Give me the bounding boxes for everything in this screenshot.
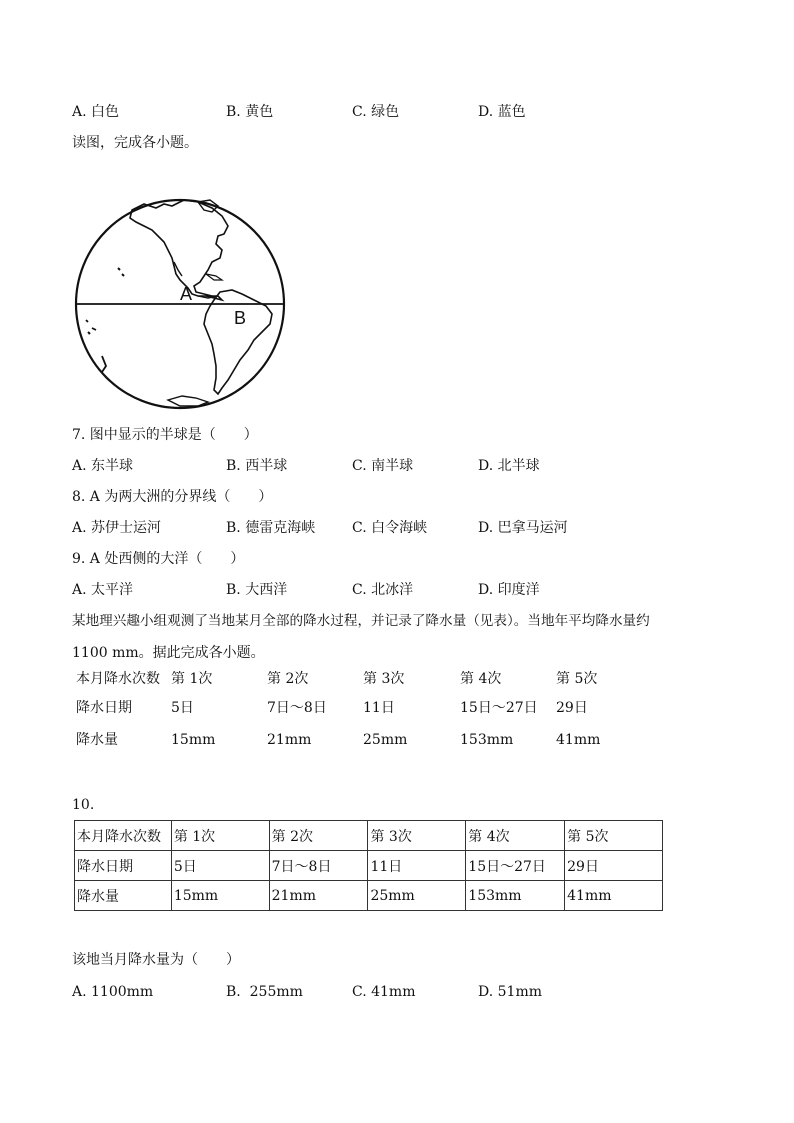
q8-option-c[interactable]: C. 白令海峡 (352, 520, 428, 536)
q8-option-b[interactable]: B. 德雷克海峡 (226, 520, 316, 536)
q9-option-c[interactable]: C. 北冰洋 (352, 582, 414, 598)
plain-table-cell: 降水日期 (76, 700, 132, 716)
instruction-read-map: 读图，完成各小题。 (72, 135, 198, 151)
question-10-stem: 该地当月降水量为（ ） (72, 952, 240, 968)
plain-table-cell: 29日 (556, 700, 588, 716)
table-cell: 7日～8日 (269, 851, 368, 881)
table-cell: 153mm (466, 881, 565, 911)
q10-option-d[interactable]: D. 51mm (478, 984, 542, 1000)
plain-table-cell: 第 4次 (460, 671, 502, 687)
rainfall-table (74, 820, 663, 911)
table-cell: 第 2次 (269, 821, 368, 851)
q8-option-d[interactable]: D. 巴拿马运河 (478, 520, 568, 536)
plain-table-cell: 降水量 (76, 732, 118, 748)
plain-table-cell: 第 2次 (267, 671, 309, 687)
table-row (75, 851, 663, 881)
small-island (88, 332, 90, 334)
table-row (75, 821, 663, 851)
question-10-number: 10. (72, 797, 95, 813)
table-cell: 第 5次 (565, 821, 663, 851)
table-cell: 5日 (171, 851, 269, 881)
question-8-stem: 8. A 为两大洲的分界线（ ） (72, 489, 273, 505)
table-cell: 降水日期 (75, 851, 172, 881)
q9-option-b[interactable]: B. 大西洋 (226, 582, 288, 598)
label-a: A (180, 284, 193, 304)
table-cell: 41mm (565, 881, 663, 911)
question-7-stem: 7. 图中显示的半球是（ ） (72, 427, 258, 443)
table-cell: 第 1次 (171, 821, 269, 851)
q6-option-d[interactable]: D. 蓝色 (478, 104, 526, 120)
plain-table-cell: 15日～27日 (460, 700, 538, 716)
q9-option-d[interactable]: D. 印度洋 (478, 582, 540, 598)
table-cell: 11日 (368, 851, 466, 881)
plain-table-cell: 5日 (171, 700, 194, 716)
table-cell: 降水量 (75, 881, 172, 911)
q8-option-a[interactable]: A. 苏伊士运河 (72, 520, 162, 536)
plain-table-cell: 第 3次 (363, 671, 405, 687)
q10-option-b[interactable]: B. 255mm (226, 984, 303, 1000)
western-hemisphere-map (72, 196, 288, 412)
question-9-stem: 9. A 处西侧的大洋（ ） (72, 551, 245, 567)
q7-option-c[interactable]: C. 南半球 (352, 458, 414, 474)
q6-option-a[interactable]: A. 白色 (72, 104, 120, 120)
q6-option-b[interactable]: B. 黄色 (226, 104, 274, 120)
table-cell: 29日 (565, 851, 663, 881)
table-cell: 第 3次 (368, 821, 466, 851)
q10-option-a[interactable]: A. 1100mm (72, 984, 154, 1000)
q9-option-a[interactable]: A. 太平洋 (72, 582, 134, 598)
rainfall-intro-line-2: 1100 mm。据此完成各小题。 (72, 645, 265, 661)
q7-option-a[interactable]: A. 东半球 (72, 458, 134, 474)
plain-table-cell: 第 5次 (556, 671, 598, 687)
plain-table-cell: 7日～8日 (267, 700, 327, 716)
plain-table-cell: 25mm (363, 732, 408, 748)
q10-option-c[interactable]: C. 41mm (352, 984, 416, 1000)
q6-option-c[interactable]: C. 绿色 (352, 104, 400, 120)
table-cell: 本月降水次数 (75, 821, 172, 851)
table-cell: 第 4次 (466, 821, 565, 851)
plain-table-cell: 第 1次 (171, 671, 213, 687)
q7-option-b[interactable]: B. 西半球 (226, 458, 288, 474)
table-cell: 21mm (269, 881, 368, 911)
plain-table-cell: 153mm (460, 732, 514, 748)
table-cell: 25mm (368, 881, 466, 911)
plain-table-cell: 21mm (267, 732, 312, 748)
plain-table-cell: 41mm (556, 732, 601, 748)
q7-option-d[interactable]: D. 北半球 (478, 458, 540, 474)
label-b: B (234, 308, 247, 328)
rainfall-intro-line-1: 某地理兴趣小组观测了当地某月全部的降水过程，并记录了降水量（见表）。当地年平均降水量约 (72, 613, 650, 629)
plain-table-cell: 本月降水次数 (76, 671, 160, 687)
plain-table-cell: 11日 (363, 700, 395, 716)
plain-table-cell: 15mm (171, 732, 216, 748)
table-cell: 15mm (171, 881, 269, 911)
table-cell: 15日～27日 (466, 851, 565, 881)
table-row (75, 881, 663, 911)
